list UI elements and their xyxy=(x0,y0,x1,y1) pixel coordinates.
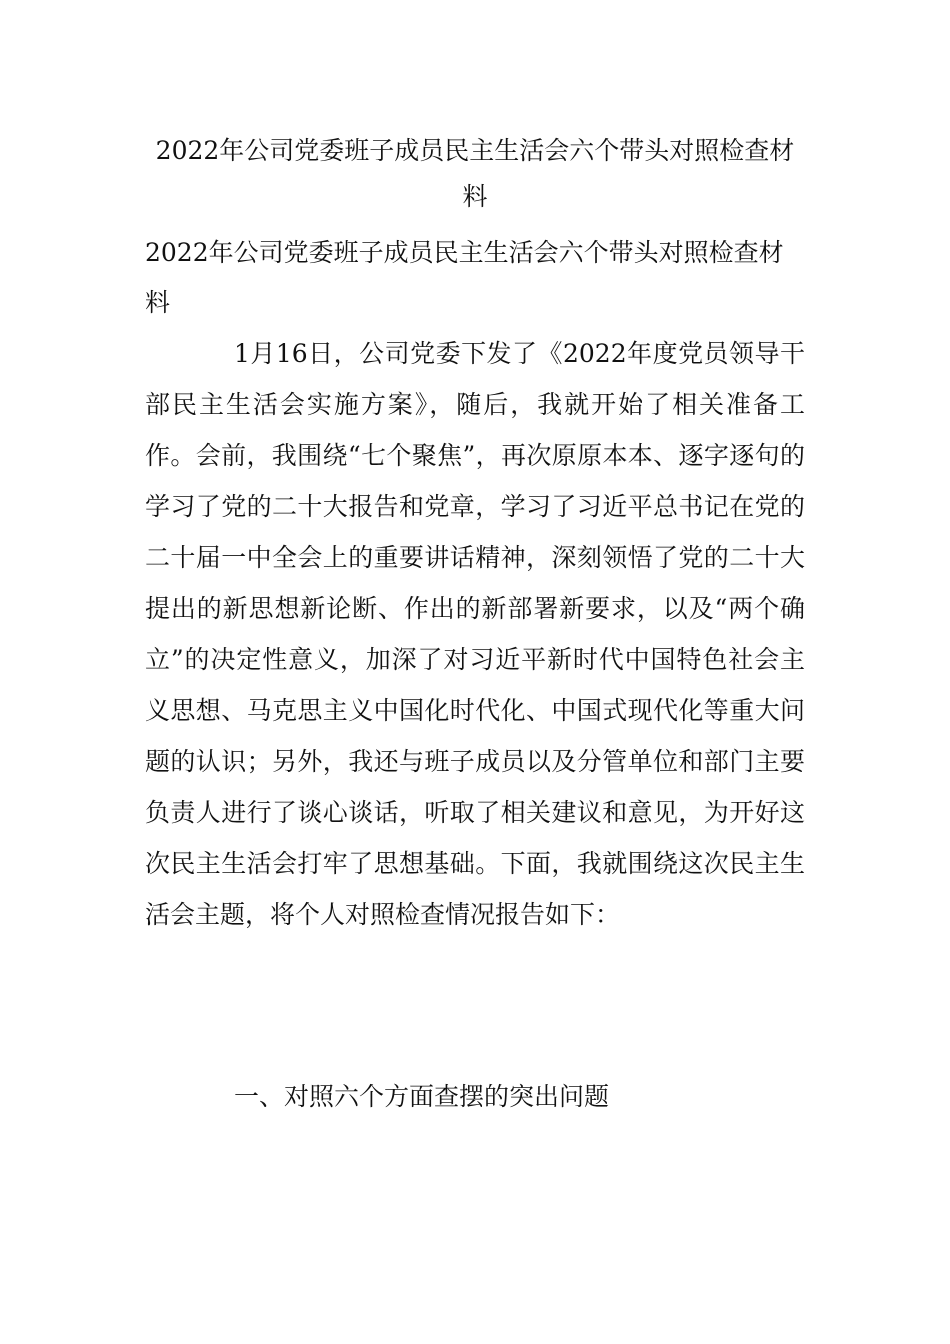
section-heading: 一、对照六个方面查摆的突出问题 xyxy=(234,1082,610,1111)
document-title: 2022年公司党委班子成员民主生活会六个带头对照检查材料 xyxy=(155,136,795,211)
document-subtitle: 2022年公司党委班子成员民主生活会六个带头对照检查材料 xyxy=(145,238,784,317)
body-paragraph: 1月16日，公司党委下发了《2022年度党员领导干部民主生活会实施方案》，随后，我就开始了相关准备工作。会前，我围绕“七个聚焦”，再次原原本本、逐字逐句的学习了党的二十大报告和党章，学习了习近平总书记在党的二十届一中全会上的重要讲话精神，深刻领悟了党的二十大提出的新思想新论断、作出的新部署新要求，以及“两个确立”的决定性意义，加深了对习近平新时代中国特色社会主义思想、马克思主义中国化时代化、中国式现代化等重大问题的认识；另外，我还与班子成员以及分管单位和部门主要负责人进行了谈心谈话，听取了相关建议和意见，为开好这次民主生活会打牢了思想基础。下面，我就围绕这次民主生活会主题，将个人对照检查情况报告如下： xyxy=(145,339,805,929)
